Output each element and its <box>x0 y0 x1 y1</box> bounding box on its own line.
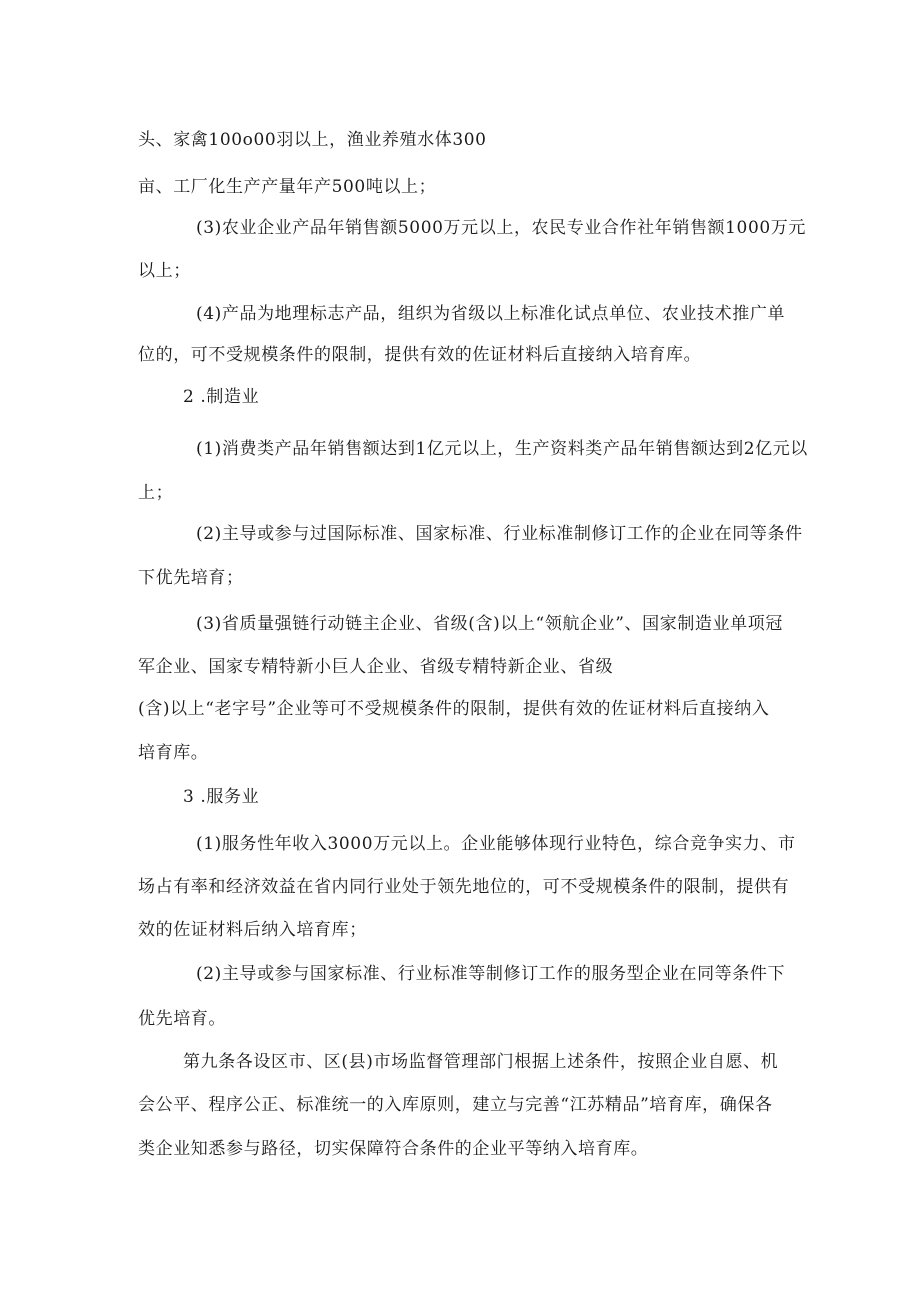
text-line: 效的佐证材料后纳入培育库； <box>138 920 367 940</box>
text-line: (1)消费类产品年销售额达到1亿元以上，生产资料类产品年销售额达到2亿元以 <box>196 439 808 459</box>
text-line: 亩、工厂化生产产量年产500吨以上； <box>138 177 437 197</box>
text-line: 上； <box>138 483 174 503</box>
text-line: (3)农业企业产品年销售额5000万元以上，农民专业合作社年销售额1000万元 <box>196 218 807 238</box>
text-line: 场占有率和经济效益在省内同行业处于领先地位的，可不受规模条件的限制，提供有 <box>138 877 790 897</box>
text-line: 以上； <box>138 261 191 281</box>
text-line: 优先培育。 <box>138 1009 226 1029</box>
text-line: (1)服务性年收入3000万元以上。企业能够体现行业特色，综合竞争实力、市 <box>196 834 796 854</box>
section-heading: 2 .制造业 <box>183 387 260 407</box>
text-line: (2)主导或参与国家标准、行业标准等制修订工作的服务型企业在同等条件下 <box>196 964 786 984</box>
text-line: 第九条各设区市、区(县)市场监督管理部门根据上述条件，按照企业自愿、机 <box>183 1052 779 1072</box>
text-line: (2)主导或参与过国际标准、国家标准、行业标准制修订工作的企业在同等条件 <box>196 524 803 544</box>
text-line: (3)省质量强链行动链主企业、省级(含)以上“领航企业”、国家制造业单项冠 <box>196 614 783 634</box>
text-line: 会公平、程序公正、标准统一的入库原则，建立与完善“江苏精品”培育库，确保各 <box>138 1095 773 1115</box>
text-line: (含)以上“老字号”企业等可不受规模条件的限制，提供有效的佐证材料后直接纳入 <box>138 699 770 719</box>
text-line: (4)产品为地理标志产品，组织为省级以上标准化试点单位、农业技术推广单 <box>196 304 786 324</box>
text-line: 位的，可不受规模条件的限制，提供有效的佐证材料后直接纳入培育库。 <box>138 345 702 365</box>
text-line: 下优先培育； <box>138 568 244 588</box>
text-line: 头、家禽100o00羽以上，渔业养殖水体300 <box>138 130 487 150</box>
text-line: 军企业、国家专精特新小巨人企业、省级专精特新企业、省级 <box>138 657 614 677</box>
text-line: 类企业知悉参与路径，切实保障符合条件的企业平等纳入培育库。 <box>138 1139 649 1159</box>
text-line: 培育库。 <box>138 743 209 763</box>
section-heading: 3 .服务业 <box>183 787 260 807</box>
